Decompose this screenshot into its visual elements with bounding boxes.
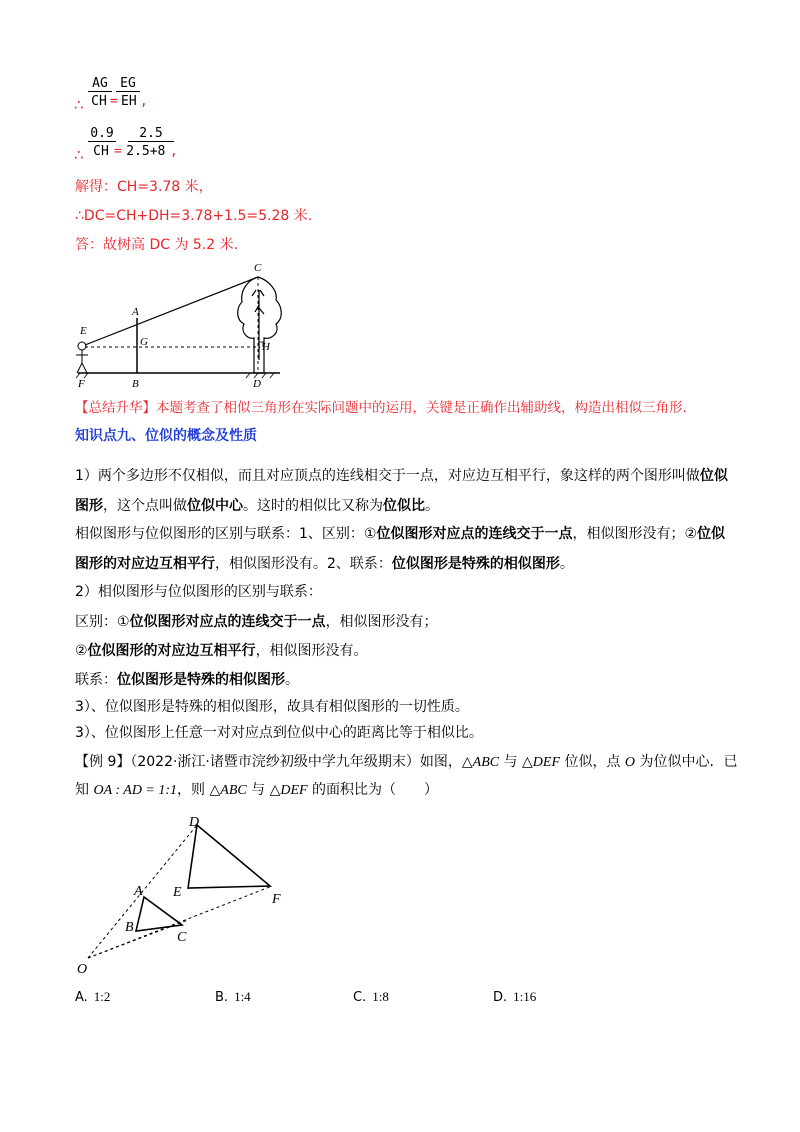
text: ② [75,643,88,659]
text: ，相似图形没有。2、联系： [215,556,392,572]
text: 为位似中心．已 [635,754,738,770]
example-9-line-2 [75,780,438,801]
option-b[interactable] [215,989,251,1005]
comma: , [169,144,178,159]
option-value: 1:8 [372,989,389,1004]
text: 【例 9】（2022·浙江·诸暨市浣纱初级中学九年级期末）如图， [75,754,462,770]
property-line-2: 3）、位似图形上任意一对对应点到位似中心的距离比等于相似比。 [75,725,483,741]
label-e: E [173,885,182,900]
term-bold: 位似图形对应点的连线交于一点 [129,614,326,630]
section-title: 知识点九、位似的概念及性质 [75,428,257,444]
text: 。 [559,556,574,572]
label-f: F [272,892,281,907]
frac-num: EG [116,77,140,92]
frac-num: 2.5 [128,127,174,142]
triangle-abc: △ABC [461,755,500,770]
option-value: 1:16 [513,989,537,1004]
therefore-symbol: ∴ [74,96,84,114]
text: ，相似图形没有。 [255,643,368,659]
label-a: A [134,884,143,899]
definition-paragraph [75,461,735,521]
comma: , [139,94,148,109]
tree-icon [238,277,282,373]
solution-line-2: ∴DC=CH+DH=3.78+1.5=5.28 米. [75,208,313,224]
option-value: 1:2 [93,989,111,1004]
label-b: B [132,378,139,390]
text: 位似，点 [560,754,625,770]
label-c: C [254,262,262,274]
triangle-def: △DEF [522,755,560,770]
formula-09-ch [88,126,174,142]
text: ，相似图形没有； [325,614,438,630]
difference-paragraph [75,519,735,579]
option-letter: C. [353,990,367,1005]
label-f: F [78,378,85,390]
text: 与 [246,782,270,798]
text: 的面积比为（ ） [307,782,439,798]
label-h: H [262,341,270,353]
person-icon [76,342,88,373]
text: 。 [285,672,299,688]
text: 联系： [75,672,117,688]
formula-ag-ch [88,76,140,92]
text: 。 [425,498,439,514]
solution-line-1: 解得：CH=3.78 米， [75,179,213,195]
frac-num: AG [88,77,112,92]
text: 与 [499,754,523,770]
text: 。这时的相似比又称为 [243,498,383,514]
term-bold: 位似图形的对应边互相平行 [87,643,256,659]
text: 相似图形与位似图形的区别与联系：1、区别：① [75,526,377,542]
term-bold: 位似中心 [187,498,243,514]
label-o: O [77,962,88,977]
ratio-expression: OA : AD = 1:1 [93,783,178,798]
difference-line-1 [75,612,438,632]
option-a[interactable] [75,989,110,1005]
frac-num: 0.9 [88,127,116,142]
label-a: A [132,306,139,318]
label-e: E [80,325,87,337]
text: ，这个点叫做 [103,498,187,514]
option-letter: D. [493,990,508,1005]
formula-den-1 [88,94,148,109]
label-d: D [253,378,261,390]
equals-sign: = [110,94,118,109]
label-c: C [177,930,187,945]
frac-den: CH [93,144,109,159]
homothety-figure [72,810,302,980]
text: ，则 [177,782,210,798]
tree-height-figure [70,260,300,390]
equals-sign: = [114,144,122,159]
option-letter: B. [215,990,229,1005]
therefore-symbol: ∴ [74,146,84,164]
subsection-2: 2）相似图形与位似图形的区别与联系： [75,584,322,600]
option-d[interactable] [493,989,536,1005]
frac-den: 2.5+8 [126,144,166,159]
solution-answer: 答：故树高 DC 为 5.2 米. [75,237,239,253]
text: 1）两个多边形不仅相似，而且对应顶点的连线相交于一点，对应边互相平行，象这样的两个图形叫做 [75,468,700,484]
label-d: D [189,815,200,830]
triangle-def: △DEF [269,783,308,798]
difference-line-2 [75,641,368,661]
term-bold: 位似图形是特殊的相似图形 [391,556,560,572]
example-9-line-1 [75,752,737,773]
frac-den: CH [91,94,107,109]
option-c[interactable] [353,989,389,1005]
text: 区别：① [75,614,130,630]
summary-note: 【总结升华】本题考查了相似三角形在实际问题中的运用，关键是正确作出辅助线，构造出相似三角形. [75,400,687,416]
relation-line [75,670,299,690]
option-value: 1:4 [234,989,251,1004]
frac-den: EH [121,94,137,109]
term-bold: 位似图形的对应边互相平行 [75,526,726,572]
option-letter: A. [75,990,88,1005]
property-line-1: 3）、位似图形是特殊的相似图形，故具有相似图形的一切性质。 [75,699,469,715]
text: ，相似图形没有；② [572,526,698,542]
label-b: B [125,920,134,935]
text: 知 [75,782,94,798]
term-bold: 位似图形是特殊的相似图形 [117,672,285,688]
term-bold: 位似图形 [75,468,728,514]
point-o: O [624,755,636,770]
formula-den-2 [88,144,178,159]
label-g: G [140,336,148,348]
term-bold: 位似比 [383,498,425,514]
term-bold: 位似图形对应点的连线交于一点 [376,526,573,542]
triangle-abc: △ABC [209,783,247,798]
